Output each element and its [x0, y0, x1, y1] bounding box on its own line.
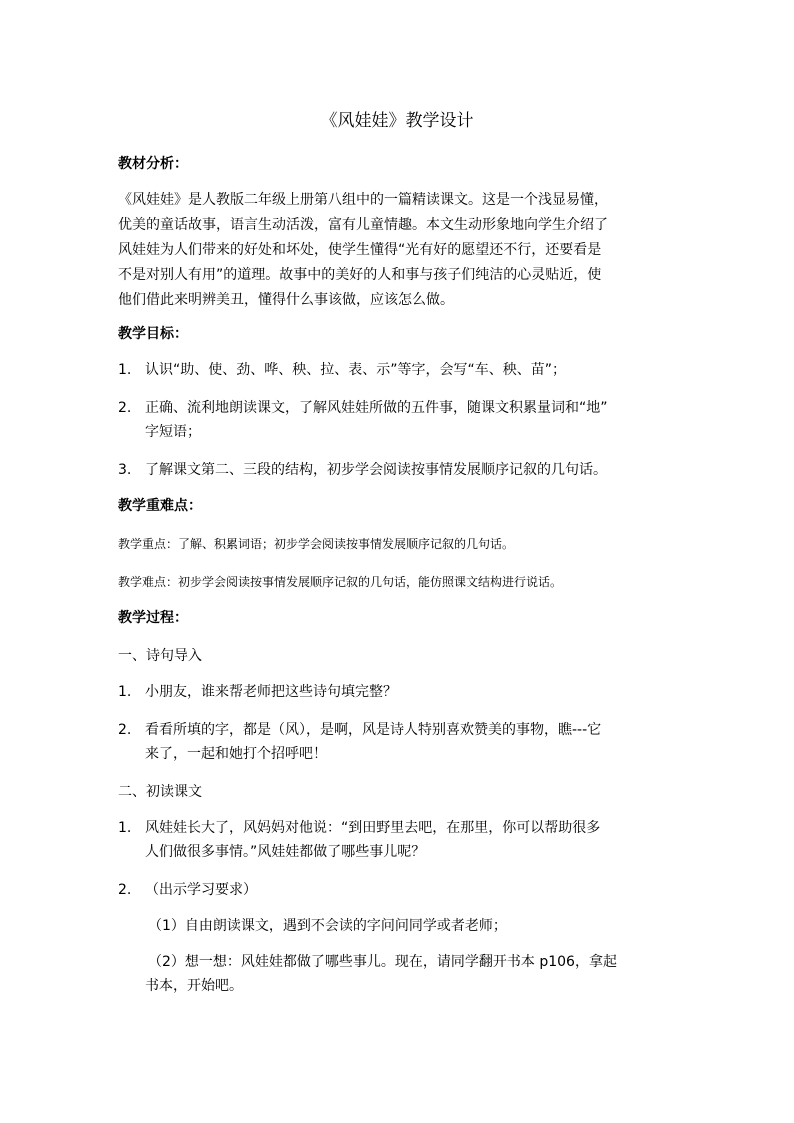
- page-title: 《风娃娃》教学设计: [320, 111, 474, 131]
- section-heading-process: 教学过程：: [118, 610, 188, 626]
- part2-item-1-text: 风娃娃长大了，风妈妈对他说：“到田野里去吧，在那里，你可以帮助很多: [145, 820, 601, 836]
- goal-item-2-number: 2.: [118, 400, 132, 416]
- part1-item-2-text: 看看所填的字，都是（风），是啊，风是诗人特别喜欢赞美的事物，瞧---它: [145, 722, 602, 738]
- analysis-line-3: 风娃娃为人们带来的好处和坏处，使学生懂得“光有好的愿望还不行，还要看是: [118, 242, 602, 258]
- goal-item-1-text: 认识“助、使、劲、哗、秧、拉、表、示”等字，会写“车、秧、苗”；: [145, 362, 567, 378]
- keypoint-focus: 教学重点：了解、积累词语；初步学会阅读按事情发展顺序记叙的几句话。: [118, 537, 515, 551]
- process-part-2-title: 二、初读课文: [118, 784, 202, 800]
- analysis-line-5: 他们借此来明辨美丑，懂得什么事该做，应该怎么做。: [118, 292, 454, 308]
- analysis-line-4: 不是对别人有用”的道理。故事中的美好的人和事与孩子们纯洁的心灵贴近，使: [118, 267, 602, 283]
- section-heading-keypoints: 教学重难点：: [118, 498, 202, 514]
- keypoint-difficulty: 教学难点：初步学会阅读按事情发展顺序记叙的几句话，能仿照课文结构进行说话。: [118, 575, 563, 589]
- goal-item-2-continuation: 字短语；: [145, 424, 201, 440]
- part2-item-2-number: 2.: [118, 882, 132, 898]
- goal-item-3-number: 3.: [118, 462, 132, 478]
- process-part-1-title: 一、诗句导入: [118, 648, 202, 664]
- analysis-line-1: 《风娃娃》是人教版二年级上册第八组中的一篇精读课文。这是一个浅显易懂，: [118, 192, 608, 208]
- part1-item-1-text: 小朋友，谁来帮老师把这些诗句填完整？: [145, 684, 397, 700]
- analysis-line-2: 优美的童话故事，语言生动活泼，富有儿童情趣。本文生动形象地向学生介绍了: [118, 217, 608, 233]
- part2-item-2-text: （出示学习要求）: [145, 882, 257, 898]
- goal-item-2-text: 正确、流利地朗读课文，了解风娃娃所做的五件事，随课文积累量词和“地”: [145, 400, 608, 416]
- goal-item-3: [118, 458, 678, 482]
- part1-item-2-number: 2.: [118, 722, 132, 738]
- part2-item-2: [118, 878, 678, 902]
- goal-item-3-text: 了解课文第二、三段的结构，初步学会阅读按事情发展顺序记叙的几句话。: [145, 462, 607, 478]
- part1-item-1: [118, 680, 678, 704]
- section-heading-analysis: 教材分析：: [118, 156, 188, 172]
- section-heading-goals: 教学目标：: [118, 326, 188, 342]
- goal-item-2: [118, 396, 678, 420]
- part1-item-2-continuation: 来了，一起和她打个招呼吧！: [145, 746, 327, 762]
- goal-item-1-number: 1.: [118, 362, 132, 378]
- part2-subitem-1: （1）自由朗读课文，遇到不会读的字问问同学或者老师；: [148, 918, 507, 934]
- part2-item-1-continuation: 人们做很多事情。”风娃娃都做了哪些事儿呢？: [145, 844, 426, 860]
- part2-item-1-number: 1.: [118, 820, 132, 836]
- goal-item-1: [118, 358, 678, 382]
- part2-subitem-2-continuation: 书本，开始吧。: [145, 978, 243, 994]
- part1-item-1-number: 1.: [118, 684, 132, 700]
- part2-subitem-2: （2）想一想：风娃娃都做了哪些事儿。现在，请同学翻开书本 p106，拿起: [148, 954, 617, 970]
- part1-item-2: [118, 718, 678, 742]
- part2-item-1: [118, 816, 678, 840]
